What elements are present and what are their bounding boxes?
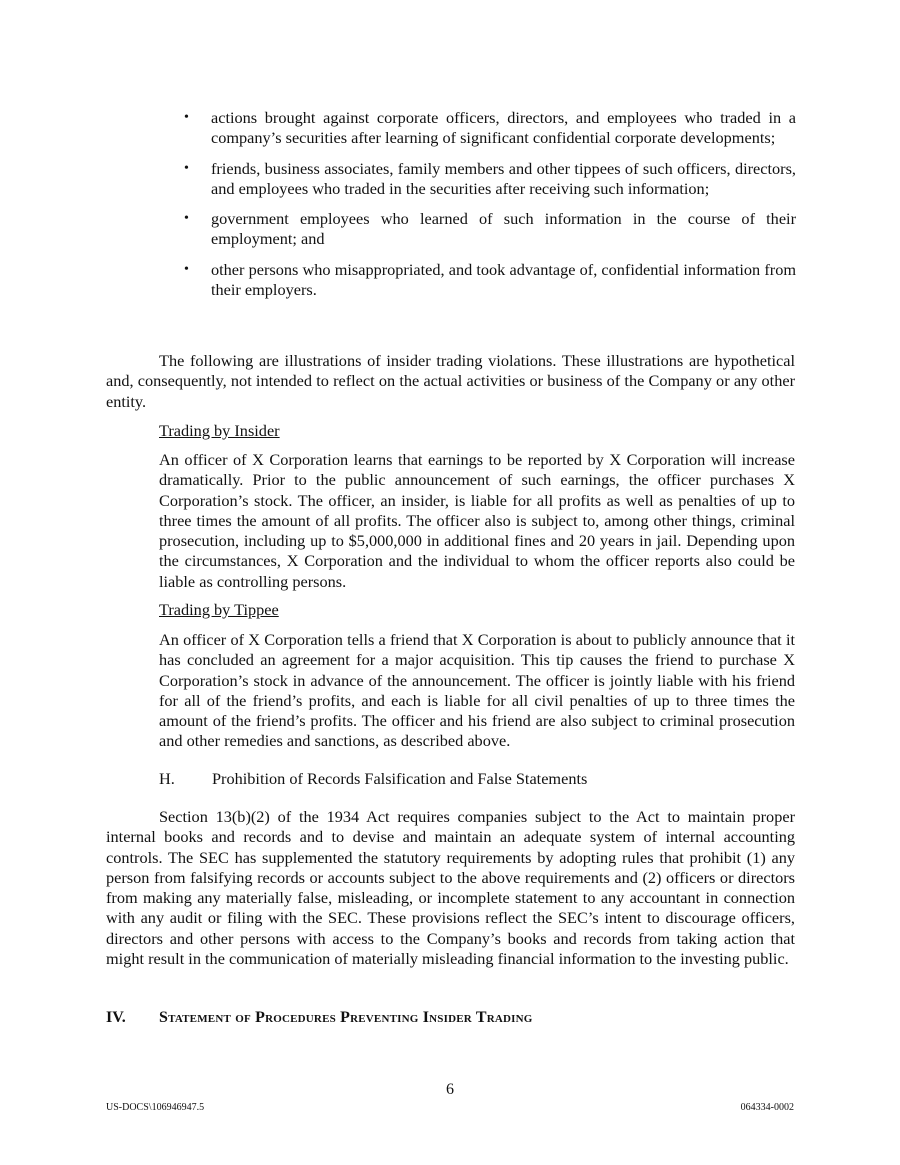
bullet-text: actions brought against corporate officers, directors, and employees who traded in a company’s securities after learning of significant confidential corporate developments; xyxy=(211,108,796,148)
bullet-item xyxy=(184,159,796,200)
trading-by-insider-heading: Trading by Insider xyxy=(159,421,280,440)
section-iv-heading xyxy=(106,1008,533,1028)
page-number: 6 xyxy=(446,1081,454,1098)
bullet-item xyxy=(184,260,796,301)
bullet-icon: • xyxy=(184,110,189,125)
bullet-icon: • xyxy=(184,211,189,227)
trading-by-tippee-paragraph: An officer of X Corporation tells a friend that X Corporation is about to publicly announce that it has concluded an agreement for a major acquisition. This tip causes the friend to purchase X Corporation’s stock in advance of the announcement. The officer is jointly liable with his friend for all of the friend’s profits, and each is liable for all civil penalties of up to three times the amount of the friend’s profits. The officer and his friend are also subject to criminal prosecution and other remedies and sanctions, as described above. xyxy=(159,630,795,751)
document-id: US-DOCS\106946947.5 xyxy=(106,1102,205,1113)
bullet-icon: • xyxy=(184,261,189,277)
bullet-icon: • xyxy=(184,160,189,176)
bullet-text: friends, business associates, family members and other tippees of such officers, directors, and employees who traded in the securities after receiving such information; xyxy=(211,158,796,198)
section-h-title: Prohibition of Records Falsification and False Statements xyxy=(212,769,588,788)
bullet-text: other persons who misappropriated, and took advantage of, confidential information from their employers. xyxy=(211,259,796,300)
trading-by-tippee-heading: Trading by Tippee xyxy=(159,600,279,619)
illustrations-intro-paragraph: The following are illustrations of insider trading violations. These illustrations are hypothetical and, consequently, not intended to reflect on the actual activities or business of the Company or any other entity. xyxy=(106,351,795,411)
section-h-number: H. xyxy=(159,769,175,788)
section-iv-number: IV. xyxy=(106,1009,126,1026)
section-iv-title: Statement of Procedures Preventing Insider Trading xyxy=(159,1009,533,1026)
matter-number: 064334-0002 xyxy=(740,1102,794,1113)
section-h-paragraph: Section 13(b)(2) of the 1934 Act requires companies subject to the Act to maintain proper internal books and records and to devise and maintain an adequate system of internal accounting controls. The SEC has supplemented the statutory requirements by adopting rules that prohibit (1) any person from falsifying records or accounts subject to the above requirements and (2) officers or directors from making any materially false, misleading, or incomplete statement to any accountant in connection with any audit or filing with the SEC. These provisions reflect the SEC’s intent to discourage officers, directors and other persons with access to the Company’s books and records from taking action that might result in the communication of materially misleading financial information to the investing public. xyxy=(106,807,795,969)
bullet-item xyxy=(184,108,796,149)
trading-by-insider-paragraph: An officer of X Corporation learns that earnings to be reported by X Corporation will increase dramatically. Prior to the public announcement of such earnings, the officer purchases X Corporation’s stock. The officer, an insider, is liable for all profits as well as penalties of up to three times the amount of all profits. The officer also is subject to, among other things, criminal prosecution, including up to $5,000,000 in additional fines and 20 years in jail. Depending upon the circumstances, X Corporation and the individual to whom the officer reports also could be liable as controlling persons. xyxy=(159,450,795,591)
bullet-list xyxy=(184,108,796,310)
bullet-item xyxy=(184,209,796,250)
section-h-heading xyxy=(159,769,587,789)
bullet-text: government employees who learned of such information in the course of their employment; and xyxy=(211,209,796,249)
